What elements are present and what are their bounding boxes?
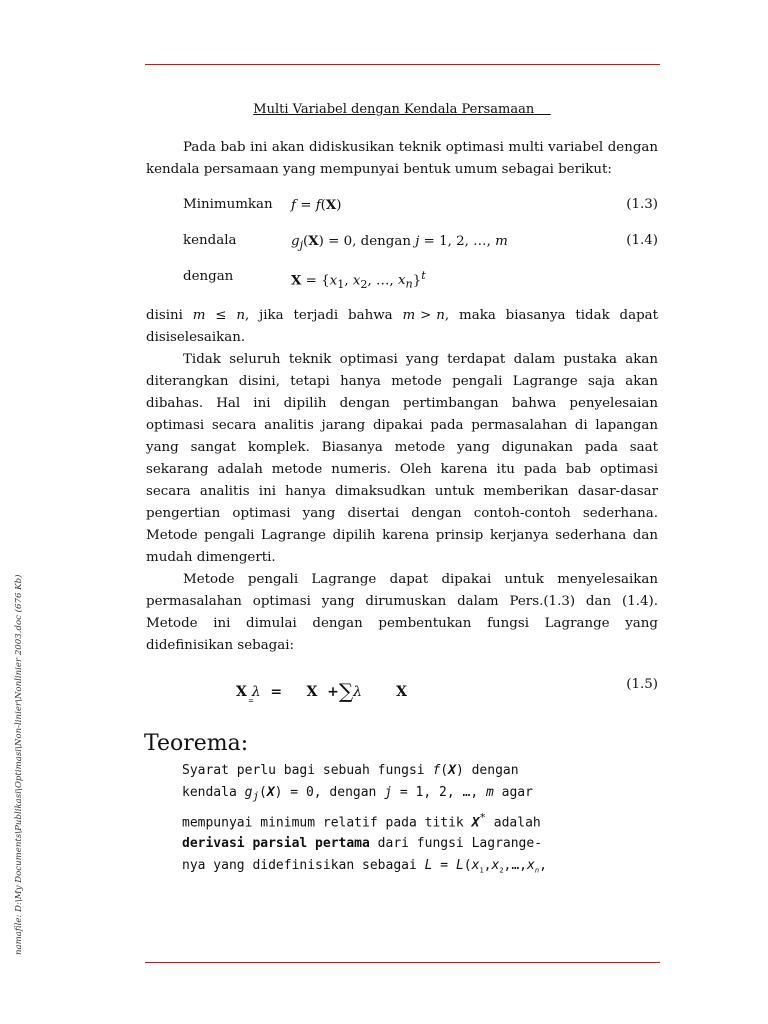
method-paragraph: Tidak seluruh teknik optimasi yang terdapat dalam pustaka akan diterangkan disini, tetapi hanya metode pengali Lagrange saja akan dibahas. Hal ini dipilih dengan pertimbangan bahwa penyelesaian optimasi secara analitis jarang dipakai pada permasalahan di lapangan yang sangat komplek. Biasanya metode yang digunakan pada saat sekarang adalah metode numeris. Oleh karena itu pada bab optimasi secara analitis ini hanya dimaksudkan untuk memberikan dasar-dasar pengertian optimasi yang disertai dengan contoh-contoh sederhana. Metode pengali Lagrange dipilih karena prinsip kerjanya sederhana dan mudah dimengerti. xyxy=(146,352,658,565)
file-path-note: namafile: D:\My Documents\Publikasi\Optimasi\Non-linier\Nonlinier 2003.doc (676 Kb) xyxy=(14,574,24,955)
intro-paragraph: Pada bab ini akan didiskusikan teknik optimasi multi variabel dengan kendala persamaan yang mempunyai bentuk umum sebagai berikut: xyxy=(146,140,658,177)
theorem-line: mempunyai minimum relatif pada titik X* adalah xyxy=(182,810,541,830)
equation-list xyxy=(146,197,658,305)
equation-label: Minimumkan xyxy=(183,197,273,212)
theorem-line: derivasi parsial pertama dari fungsi Lagrange- xyxy=(182,836,543,852)
theorem-body xyxy=(182,760,658,882)
theorem-line: nya yang didefinisikan sebagai $L = L(x_1,x_2,\dots,x_n$, xyxy=(182,857,547,875)
lagrange-expression: X λ = X +∑λ X xyxy=(236,679,407,703)
lagrange-equation xyxy=(146,675,658,727)
equation-label: dengan xyxy=(183,269,234,284)
sum-index: = xyxy=(248,697,254,705)
condition-paragraph: disini m ≤ n, jika terjadi bahwa m > n, maka biasanya tidak dapat disiselesaikan. xyxy=(146,308,659,345)
constraint-expression: $g_j(X) = 0$, dengan j = 1, 2, …, m xyxy=(291,233,508,252)
theorem-title: Teorema: xyxy=(144,731,249,756)
section-heading: Multi Variabel dengan Kendala Persamaan xyxy=(253,102,535,117)
equation-row xyxy=(146,233,658,269)
theorem-line: Syarat perlu bagi sebuah fungsi f(X) dengan xyxy=(182,763,519,778)
lagrange-paragraph: Metode pengali Lagrange dapat dipakai untuk menyelesaikan permasalahan optimasi yang dirumuskan dalam Pers.(1.3) dan (1.4). Metode ini dimulai dengan pembentukan fungsi Lagrange yang didefinisikan sebagai: xyxy=(146,572,658,653)
theorem-line: kendala $g_j(X) = 0$, dengan j = 1, 2, …, m agar xyxy=(182,784,533,803)
equation-row xyxy=(146,197,658,233)
equation-label: kendala xyxy=(183,233,237,248)
equation-number: (1.5) xyxy=(626,677,658,692)
footer-rule xyxy=(145,962,660,963)
page-content xyxy=(146,102,658,882)
equation-row xyxy=(146,269,658,305)
variable-vector-expression: $X = \{x_1$, $x_2$, …, $x_n\}^t$ xyxy=(291,269,426,292)
header-rule xyxy=(145,64,660,65)
equation-number: (1.3) xyxy=(626,197,658,212)
objective-expression: f = f(X) xyxy=(291,197,342,213)
equation-number: (1.4) xyxy=(626,233,658,248)
